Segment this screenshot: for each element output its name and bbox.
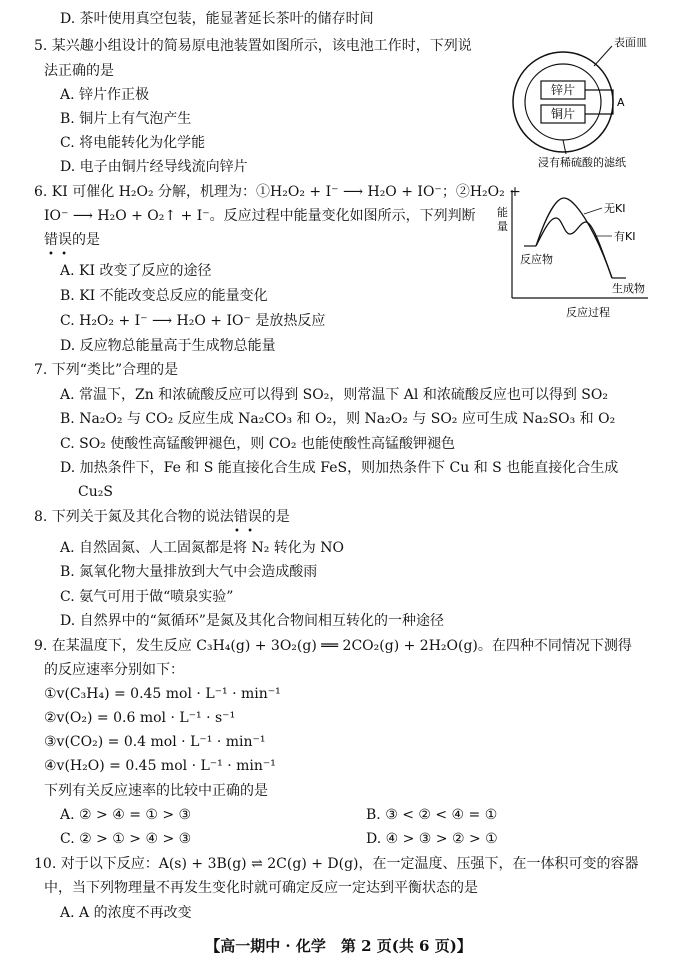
q9-option-b: B. ③ < ② < ④ = ① [366, 807, 498, 823]
dish-label: 表面皿 [614, 36, 647, 49]
q8-option-c: C. 氨气可用于做“喷泉实验” [60, 589, 234, 605]
emphasis-dots: • • [48, 249, 69, 260]
q7-option-c: C. SO₂ 使酸性高锰酸钾褪色，则 CO₂ 也能使酸性高锰酸钾褪色 [60, 436, 455, 452]
q9-stem-line2: 的反应速率分别如下： [44, 662, 184, 678]
q6-stem-line1: 6. KI 可催化 H₂O₂ 分解，机理为：①H₂O₂ + I⁻ ⟶ H₂O + IO⁻；②H₂O₂ + [34, 184, 521, 200]
q9-option-a: A. ② > ④ = ① > ③ [60, 807, 192, 823]
q10-stem-line1: 10. 对于以下反应：A(s) + 3B(g) ⇌ 2C(g) + D(g)，在一定温度、压强下，在一体积可变的容器 [34, 856, 639, 872]
no-ki-label: 无KI [604, 202, 626, 215]
q5-stem-line2: 法正确的是 [44, 63, 114, 79]
q6-option-d: D. 反应物总能量高于生成物总能量 [60, 338, 276, 354]
q6-stem-line3: 错误的是 [44, 232, 100, 248]
dish-pointer [594, 46, 612, 66]
q6-option-a: A. KI 改变了反应的途径 [60, 263, 212, 279]
q6-option-c: C. H₂O₂ + I⁻ ⟶ H₂O + IO⁻ 是放热反应 [60, 313, 326, 329]
paper-label: 浸有稀硫酸的滤纸 [538, 156, 626, 169]
zinc-label: 锌片 [550, 83, 576, 97]
ammeter-label: A [617, 96, 625, 109]
q10-option-a: A. A 的浓度不再改变 [60, 905, 192, 921]
q9-rate-4: ④v(H₂O) = 0.45 mol · L⁻¹ · min⁻¹ [44, 758, 276, 774]
q10-stem-line2: 中，当下列物理量不再发生变化时就可确定反应一定达到平衡状态的是 [44, 880, 478, 896]
q7-option-d-line1: D. 加热条件下，Fe 和 S 能直接化合生成 FeS，则加热条件下 Cu 和 S 也能直接化合生成 [60, 460, 619, 476]
q5-option-b: B. 铜片上有气泡产生 [60, 111, 192, 127]
x-axis-label: 反应过程 [566, 306, 610, 319]
y-axis-label-char1: 能 [497, 206, 508, 219]
emphasis-dots: • • [234, 526, 255, 537]
with-ki-label: 有KI [614, 230, 636, 243]
q9-rate-3: ③v(CO₂) = 0.4 mol · L⁻¹ · min⁻¹ [44, 734, 266, 750]
q7-option-d-line2: Cu₂S [78, 484, 113, 500]
q6-stem-line2: IO⁻ ⟶ H₂O + O₂↑ + I⁻。反应过程中能量变化如图所示，下列判断 [44, 208, 476, 224]
q9-rate-1: ①v(C₃H₄) = 0.45 mol · L⁻¹ · min⁻¹ [44, 686, 281, 702]
uncatalyzed-curve [536, 198, 612, 278]
q5-option-a: A. 锌片作正极 [60, 87, 150, 103]
q5-stem-line1: 5. 某兴趣小组设计的简易原电池装置如图所示，该电池工作时，下列说 [34, 38, 472, 54]
q8-option-a: A. 自然固氮、人工固氮都是将 N₂ 转化为 NO [60, 540, 344, 556]
q5-option-d: D. 电子由铜片经导线流向锌片 [60, 159, 248, 175]
q9-rate-2: ②v(O₂) = 0.6 mol · L⁻¹ · s⁻¹ [44, 710, 236, 726]
wire [585, 90, 613, 114]
q9-option-c: C. ② > ① > ④ > ③ [60, 831, 192, 847]
q9-stem-line1: 9. 在某温度下，发生反应 C₃H₄(g) + 3O₂(g) ══ 2CO₂(g) + 2H₂O(g)。在四种不同情况下测得 [34, 638, 632, 654]
q8-option-b: B. 氮氧化物大量排放到大气中会造成酸雨 [60, 564, 318, 580]
dish-outer-circle [513, 52, 613, 152]
page-footer: 【高一期中 · 化学 第 2 页(共 6 页)】 [205, 937, 472, 955]
q9-ask: 下列有关反应速率的比较中正确的是 [44, 783, 268, 799]
reactant-label: 反应物 [520, 253, 553, 266]
q7-option-b: B. Na₂O₂ 与 CO₂ 反应生成 Na₂CO₃ 和 O₂，则 Na₂O₂ 与 SO₂ 应可生成 Na₂SO₃ 和 O₂ [60, 411, 616, 427]
y-axis-label-char2: 量 [497, 220, 508, 233]
no-ki-pointer [584, 208, 602, 214]
q8-stem: 8. 下列关于氮及其化合物的说法错误的是 [34, 509, 290, 525]
q6-option-b: B. KI 不能改变总反应的能量变化 [60, 288, 268, 304]
product-label: 生成物 [612, 282, 645, 295]
q4-option-d: D. 茶叶使用真空包装，能显著延长茶叶的储存时间 [60, 11, 374, 27]
filter-paper-circle [525, 64, 601, 140]
energy-diagram-figure [494, 186, 654, 322]
q9-option-d: D. ④ > ③ > ② > ① [366, 831, 498, 847]
q7-stem: 7. 下列“类比”合理的是 [34, 362, 179, 378]
galvanic-cell-figure [508, 32, 673, 172]
q7-option-a: A. 常温下，Zn 和浓硫酸反应可以得到 SO₂，则常温下 Al 和浓硫酸反应也可以得到 SO₂ [60, 387, 608, 403]
q5-option-c: C. 将电能转化为化学能 [60, 135, 206, 151]
copper-label: 铜片 [550, 107, 576, 121]
q8-option-d: D. 自然界中的“氮循环”是氮及其化合物间相互转化的一种途径 [60, 613, 444, 629]
catalyzed-curve [536, 218, 612, 278]
